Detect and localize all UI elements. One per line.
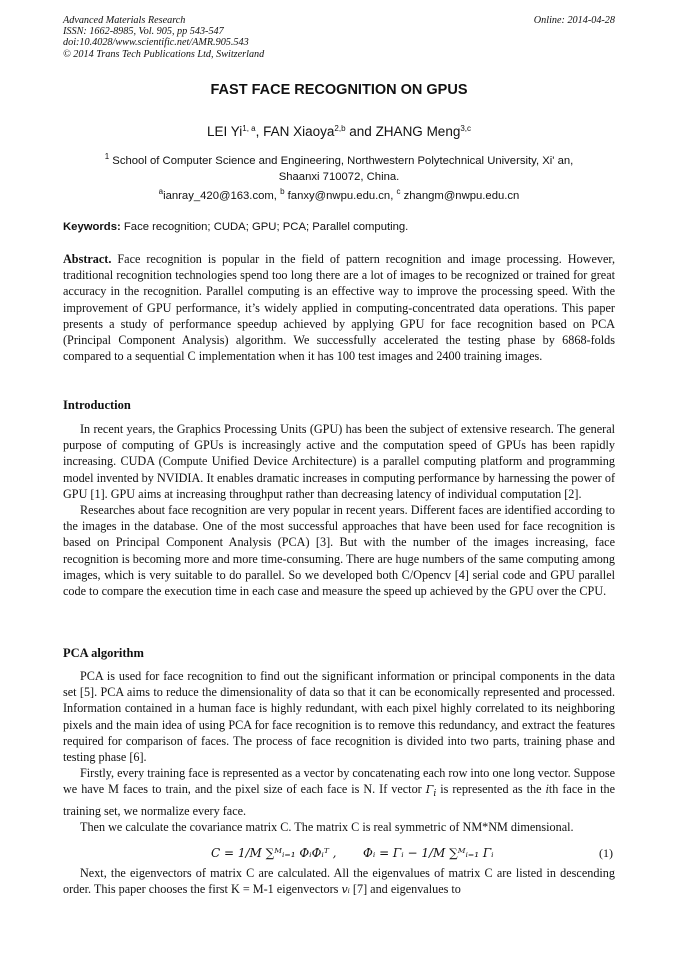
- pca-continued: [63, 865, 615, 898]
- paragraph: PCA is used for face recognition to find out the significant information or principal components in the data set [5]. PCA aims to reduce the dimensionality of data so that it can be economically represented and processed. Information contained in a human face is highly redundant, with each pixel highly correlated to its neighboring pixels and the main idea of using PCA for face recognition is to remove this redundancy, and extract the features required for comparison of faces. The process of face recognition is divided into two parts, training phase and testing phase [6].: [63, 669, 615, 765]
- author-name: FAN Xiaoya: [263, 124, 335, 139]
- affiliation: $^1$ School of Computer Science and Engineering, Northwestern Polytechnical University, Xi' an, Shaanxi 710072, China.: [104, 152, 574, 183]
- equation-phi: Φᵢ = Γᵢ − 1/M ∑ᴹᵢ₌₁ Γᵢ: [363, 846, 494, 860]
- keywords-label: Keywords:: [63, 221, 121, 233]
- author-emails: $^a$ianray_420@163.com, $^b$ fanxy@nwpu.edu.cn, $^c$ zhangm@nwpu.edu.cn: [158, 187, 520, 202]
- section-heading-introduction: Introduction: [63, 398, 131, 412]
- abstract: [63, 251, 615, 364]
- paragraph: Next, the eigenvectors of matrix C are calculated. All the eigenvalues of matrix C are listed in descending order. This paper chooses the first K = M-1 eigenvectors vᵢ [7] and eigenvalues to: [63, 866, 615, 897]
- paper-title: FAST FACE RECOGNITION ON GPUS: [210, 82, 468, 98]
- paragraph: In recent years, the Graphics Processing Units (GPU) has been the subject of extensive research. The general purpose of computing of GPUs is increasingly active and the computation speed of GPUs has been rapidly increasing. CUDA (Compute Unified Device Architecture) is a parallel computing platform and programming model invented by NVIDIA. It enables dramatic increases in computing performance by harnessing the power of GPU [1]. GPU aims at increasing throughput rather than decreasing latency of individual computation [2].: [63, 422, 615, 501]
- abstract-label: Abstract.: [63, 252, 112, 266]
- paragraph: Firstly, every training face is represented as a vector by concatenating each row into one long vector. Suppose we have M faces to train, and the pixel size of each face is N. If vector $\Gamma_i$ is represented as the ith face in the training set, we normalize every face.: [63, 766, 615, 818]
- online-date: Online: 2014-04-28: [533, 15, 615, 26]
- equation-1: [63, 844, 615, 866]
- keywords: Keywords: Face recognition; CUDA; GPU; PCA; Parallel computing.: [63, 221, 409, 233]
- journal-header: [63, 15, 264, 60]
- pca-section: [63, 668, 615, 835]
- equation-covariance: C = 1/M ∑ᴹᵢ₌₁ ΦᵢΦᵢᵀ ,: [211, 846, 337, 860]
- author-sup: 3,c: [460, 124, 472, 133]
- author-sup: 2,b: [334, 124, 346, 133]
- copyright-line: © 2014 Trans Tech Publications Ltd, Switzerland: [63, 48, 265, 60]
- journal-name: Advanced Materials Research: [63, 15, 186, 26]
- author-name: LEI Yi: [206, 124, 243, 139]
- abstract-text: Face recognition is popular in the field of pattern recognition and image processing. However, traditional recognition technologies spend too long there are a lot of images to be recognized or trained for great accuracy in the recognition. Parallel computing is an effective way to improve the processing speed. With the improvement of GPU performance, it’s widely applied in computing-concentrated data operations. This paper presents a study of performance speedup achieved by applying GPU for face recognition based on PCA (Principal Component Analysis) algorithm. We successfully accelerated the testing phase by 6868-folds compared to a sequential C implementation when it has 100 test images and 2400 training images.: [63, 252, 615, 364]
- paragraph: Then we calculate the covariance matrix C. The matrix C is real symmetric of NM*NM dimensional.: [80, 820, 574, 835]
- author-list: LEI Yi$^{1, a}$, FAN Xiaoya$^{2,b}$ and ZHANG Meng$^{3,c}$: [206, 124, 472, 139]
- author-name: ZHANG Meng: [375, 124, 461, 139]
- introduction-section: [63, 421, 615, 599]
- math-gamma: $\Gamma_i$: [425, 783, 437, 800]
- author-sup: 1, a: [242, 124, 256, 133]
- paragraph: Researches about face recognition are very popular in recent years. Different faces are identified according to the images in the database. One of the most successful approaches that have been used for face recognition is based on Principal Component Analysis (PCA) [3]. But with the number of the images increasing, face recognition is becoming more and more time-consuming. There are huge numbers of the same computing among images, which is very suitable to do parallel. So we developed both C/Opencv [4] serial code and GPU parallel code to compare the execution time in each case and measure the speed up achieved by the GPU over the CPU.: [63, 503, 615, 599]
- email-link[interactable]: zhangm@nwpu.edu.cn: [400, 190, 520, 202]
- doi-line: doi:10.4028/www.scientific.net/AMR.905.543: [63, 37, 249, 49]
- equation-number: (1): [599, 846, 613, 860]
- email-link[interactable]: ianray_420@163.com,: [163, 190, 281, 202]
- issn-line: ISSN: 1662-8985, Vol. 905, pp 543-547: [63, 26, 224, 38]
- math-v: vᵢ: [341, 883, 350, 897]
- email-link[interactable]: fanxy@nwpu.edu.cn,: [284, 190, 397, 202]
- section-heading-pca: PCA algorithm: [63, 646, 144, 660]
